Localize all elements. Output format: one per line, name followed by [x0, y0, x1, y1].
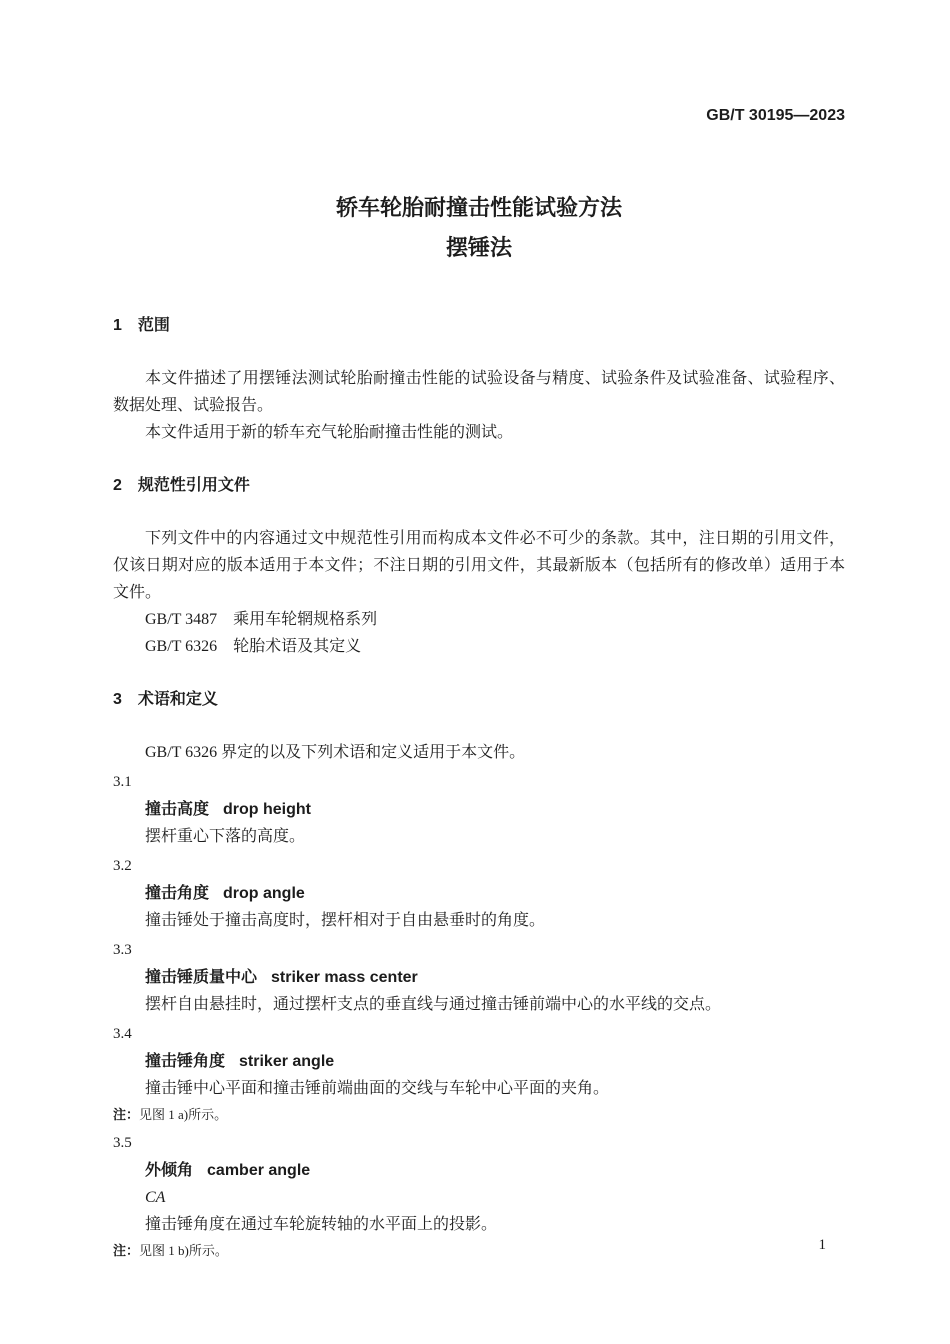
- terms-intro: GB/T 6326 界定的以及下列术语和定义适用于本文件。: [145, 744, 526, 761]
- term-definition: 摆杆自由悬挂时，通过摆杆支点的垂直线与通过撞击锤前端中心的水平线的交点。: [145, 996, 722, 1013]
- section-references-heading: [113, 472, 845, 499]
- term-name: [113, 880, 845, 907]
- document-title: [113, 188, 845, 268]
- term-name-zh: 撞击角度: [145, 885, 210, 902]
- term-entry-3-2: [113, 853, 845, 934]
- term-name-zh: 撞击高度: [145, 801, 210, 818]
- section-terms-definitions: [113, 686, 845, 1263]
- standard-number: GB/T 30195—2023: [706, 107, 845, 124]
- reference-code: GB/T 6326: [145, 638, 218, 655]
- section-number: 1: [113, 317, 122, 334]
- term-definition: 撞击锤中心平面和撞击锤前端曲面的交线与车轮中心平面的夹角。: [145, 1080, 610, 1097]
- doc-header: [113, 0, 845, 126]
- term-name-en: drop angle: [223, 885, 305, 902]
- paragraph: 本文件描述了用摆锤法测试轮胎耐撞击性能的试验设备与精度、试验条件及试验准备、试验程序、数据处理、试验报告。: [113, 370, 845, 414]
- reference-item: [113, 633, 845, 660]
- term-name-en: striker angle: [239, 1053, 335, 1070]
- term-entry-3-3: [113, 937, 845, 1018]
- term-name-en: camber angle: [207, 1162, 311, 1179]
- term-number: 3.1: [113, 774, 132, 790]
- section-number: 2: [113, 477, 122, 494]
- term-definition: 摆杆重心下落的高度。: [145, 828, 306, 845]
- term-number: 3.5: [113, 1135, 132, 1151]
- document-title-line1: 轿车轮胎耐撞击性能试验方法: [335, 195, 622, 220]
- term-number: 3.2: [113, 858, 132, 874]
- reference-title: 乘用车轮辋规格系列: [233, 611, 378, 628]
- term-name: [113, 1157, 845, 1184]
- term-name-en: striker mass center: [271, 969, 418, 986]
- section-title: 术语和定义: [137, 691, 218, 708]
- term-name: [113, 1048, 845, 1075]
- term-symbol: CA: [145, 1189, 166, 1206]
- note-label: 注：: [113, 1107, 140, 1122]
- paragraph: 本文件适用于新的轿车充气轮胎耐撞击性能的测试。: [145, 424, 514, 441]
- term-number: 3.4: [113, 1026, 132, 1042]
- term-note: [113, 1102, 845, 1127]
- term-name-en: drop height: [223, 801, 311, 818]
- section-title: 范围: [137, 317, 170, 334]
- term-name-zh: 撞击锤角度: [145, 1053, 226, 1070]
- section-scope-heading: [113, 312, 845, 339]
- section-terms-heading: [113, 686, 845, 713]
- section-title: 规范性引用文件: [137, 477, 250, 494]
- term-name-zh: 撞击锤质量中心: [145, 969, 258, 986]
- term-name: [113, 964, 845, 991]
- term-entry-3-1: [113, 769, 845, 850]
- term-definition: 撞击锤角度在通过车轮旋转轴的水平面上的投影。: [145, 1216, 498, 1233]
- term-definition: 撞击锤处于撞击高度时，摆杆相对于自由悬垂时的角度。: [145, 912, 546, 929]
- section-scope: [113, 312, 845, 446]
- reference-item: [113, 606, 845, 633]
- section-normative-references: [113, 472, 845, 660]
- section-number: 3: [113, 691, 122, 708]
- term-entry-3-4: [113, 1021, 845, 1127]
- reference-title: 轮胎术语及其定义: [233, 638, 362, 655]
- note-text: 见图 1 b)所示。: [139, 1243, 228, 1258]
- note-text: 见图 1 a)所示。: [139, 1107, 228, 1122]
- note-label: 注：: [113, 1243, 140, 1258]
- term-note: [113, 1238, 845, 1263]
- term-name: [113, 796, 845, 823]
- term-name-zh: 外倾角: [145, 1162, 194, 1179]
- page-number: 1: [818, 1237, 826, 1253]
- document-title-line2: 摆锤法: [445, 235, 512, 260]
- term-number: 3.3: [113, 942, 132, 958]
- paragraph: 下列文件中的内容通过文中规范性引用而构成本文件必不可少的条款。其中，注日期的引用文件，仅该日期对应的版本适用于本文件；不注日期的引用文件，其最新版本（包括所有的修改单）适用于本文件。: [113, 530, 845, 601]
- term-entry-3-5: [113, 1130, 845, 1263]
- reference-code: GB/T 3487: [145, 611, 218, 628]
